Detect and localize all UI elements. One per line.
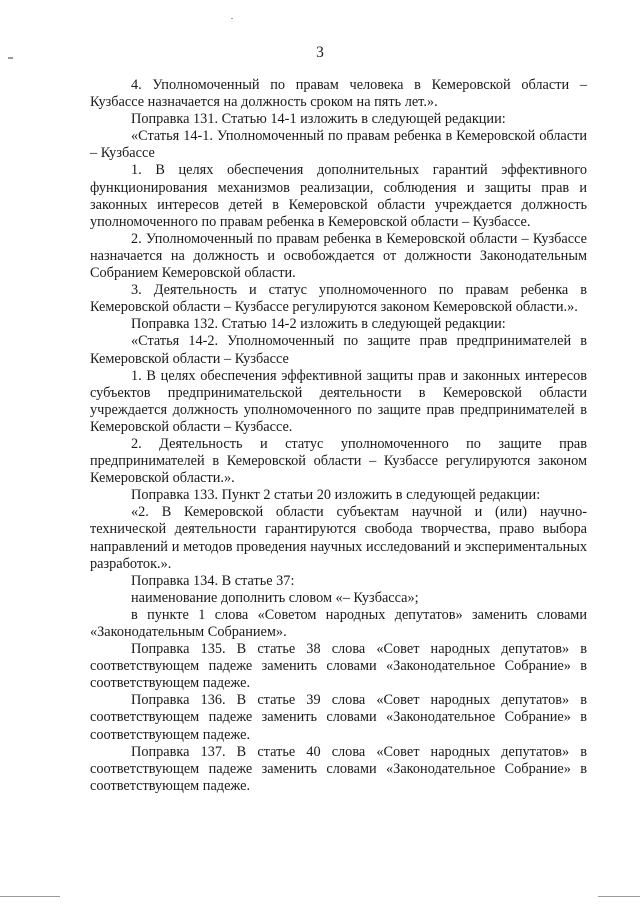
paragraph-article-14-1-item-3: 3. Деятельность и статус уполномоченного по правам ребенка в Кемеровской области – Кузбассе регулируются законом Кемеровской области.». <box>90 282 587 316</box>
paragraph-amendment-133: Поправка 133. Пункт 2 статьи 20 изложить в следующей редакции: <box>131 487 541 504</box>
document-body <box>90 77 587 795</box>
scan-artifact-top-dot <box>231 18 233 19</box>
scan-artifact-bottom-left-line <box>0 896 60 897</box>
paragraph-article-14-1-title: «Статья 14-1. Уполномоченный по правам ребенка в Кемеровской области – Кузбассе <box>90 128 587 162</box>
paragraph-amendment-136: Поправка 136. В статье 39 слова «Совет народных депутатов» в соответствующем падеже заменить словами «Законодательное Собрание» в соответствующем падеже. <box>90 692 587 743</box>
paragraph-article-20-item-2: «2. В Кемеровской области субъектам научной и (или) научно-технической деятельности гарантируются свобода творчества, право выбора направлений и методов проведения научных исследований и экспериментальных разработок.». <box>90 504 587 572</box>
paragraph-article-14-1-item-2: 2. Уполномоченный по правам ребенка в Кемеровской области – Кузбассе назначается на должность и освобождается от должности Законодательным Собранием Кемеровской области. <box>90 230 587 282</box>
paragraph-amendment-134-item-1: в пункте 1 слова «Советом народных депутатов» заменить словами «Законодательным Собранием». <box>90 606 587 640</box>
paragraph-amendment-134: Поправка 134. В статье 37: <box>131 572 295 589</box>
paragraph-amendment-131: Поправка 131. Статью 14-1 изложить в следующей редакции: <box>131 111 506 128</box>
paragraph-article-14-1-item-1: 1. В целях обеспечения дополнительных гарантий эффективного функционирования механизмов реализации, соблюдения и защиты прав и законных интересов детей в Кемеровской области учреждается должность уполномоченного по правам ребенка в Кемеровской области – Кузбассе. <box>90 162 587 230</box>
paragraph-amendment-137: Поправка 137. В статье 40 слова «Совет народных депутатов» в соответствующем падеже заменить словами «Законодательное Собрание» в соответствующем падеже. <box>90 743 587 794</box>
paragraph-amendment-134-name: наименование дополнить словом «– Кузбасса»; <box>131 589 419 606</box>
paragraph-amendment-135: Поправка 135. В статье 38 слова «Совет народных депутатов» в соответствующем падеже заменить словами «Законодательное Собрание» в соответствующем падеже. <box>90 641 587 692</box>
paragraph-article-14-2-item-1: 1. В целях обеспечения эффективной защиты прав и законных интересов субъектов предпринимательской деятельности в Кемеровской области учреждается должность уполномоченного по защите прав предпринимателей в Кемеровской области – Кузбассе. <box>90 367 587 435</box>
page-number: 3 <box>316 44 324 61</box>
paragraph-article-14-2-title: «Статья 14-2. Уполномоченный по защите прав предпринимателей в Кемеровской области – Кузбассе <box>90 333 587 367</box>
paragraph-article-14-2-item-2: 2. Деятельность и статус уполномоченного по защите прав предпринимателей в Кемеровской области – Кузбассе регулируются законом Кемеровской области.». <box>90 435 587 487</box>
paragraph-amendment-132: Поправка 132. Статью 14-2 изложить в следующей редакции: <box>131 316 506 333</box>
scan-artifact-bottom-right-line <box>598 896 640 897</box>
paragraph-ombudsman-appointment: 4. Уполномоченный по правам человека в Кемеровской области – Кузбассе назначается на должность сроком на пять лет.». <box>90 77 587 111</box>
